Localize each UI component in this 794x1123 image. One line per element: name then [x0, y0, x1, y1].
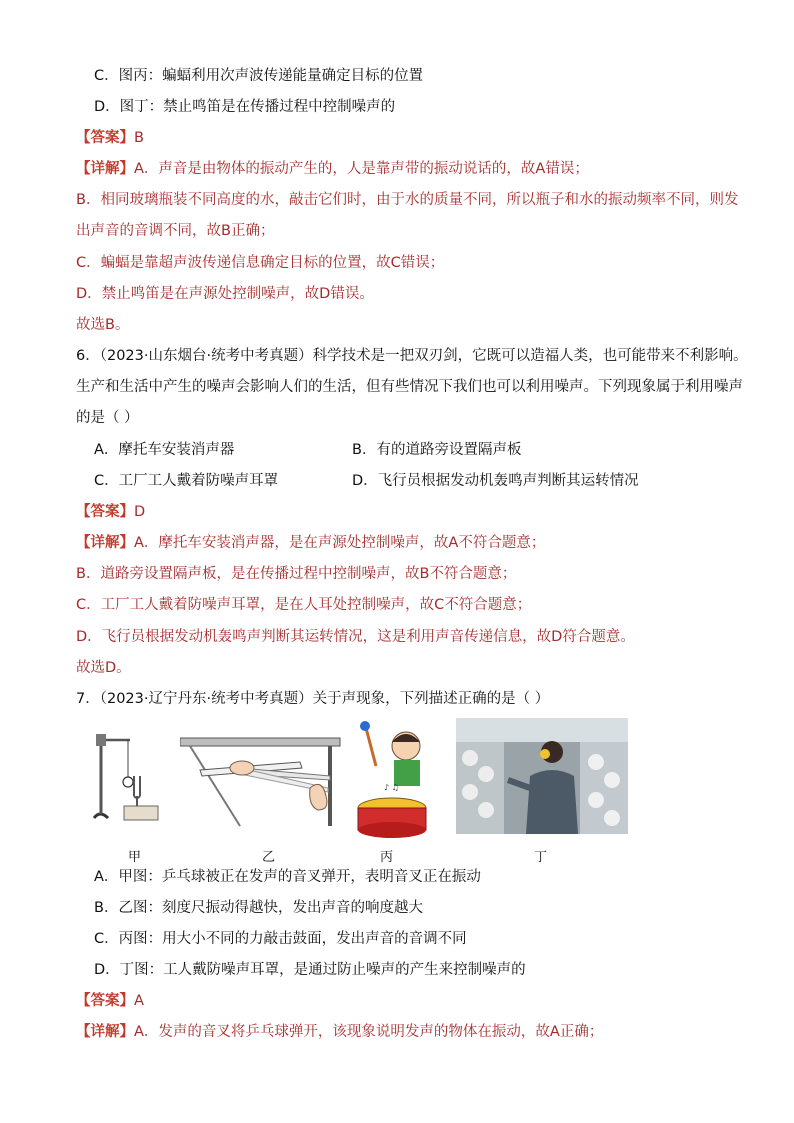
drum-figure: [354, 718, 449, 838]
caption-yi: 乙: [262, 850, 276, 865]
q7-answer: [76, 991, 144, 1011]
q6-answer: [76, 502, 145, 522]
answer-value: A: [134, 993, 144, 1009]
detail-text: A．摩托车安装消声器，是在声源处控制噪声，故A不符合题意；: [134, 535, 546, 551]
q5-detail-a: [76, 159, 589, 179]
q6-option-c: C．工厂工人戴着防噪声耳罩: [94, 473, 279, 489]
q5-detail-d: D．禁止鸣笛是在声源处控制噪声，故D错误。: [76, 286, 374, 302]
q5-conclusion: 故选B。: [76, 317, 130, 333]
caption-jia: 甲: [128, 850, 142, 865]
detail-tag: 【详解】: [76, 161, 134, 177]
q7-detail-a: [76, 1022, 603, 1042]
caption-ding: 丁: [534, 850, 548, 865]
q6-option-a: A．摩托车安装消声器: [94, 442, 235, 458]
q7-option-b: B．乙图：刻度尺振动得越快，发出声音的响度越大: [94, 900, 423, 916]
answer-tag: 【答案】: [76, 130, 134, 146]
factory-worker-figure: [456, 718, 628, 834]
q6-detail-b: B．道路旁设置隔声板，是在传播过程中控制噪声，故B不符合题意；: [76, 566, 517, 582]
q7-option-d: D．丁图：工人戴防噪声耳罩，是通过防止噪声的产生来控制噪声的: [94, 962, 526, 978]
detail-text: A．发声的音叉将乒乓球弹开，该现象说明发声的物体在振动，故A正确；: [134, 1024, 604, 1040]
q6-option-b: B．有的道路旁设置隔声板: [352, 442, 522, 458]
q7-figure-row: [84, 718, 629, 865]
q6-detail-a: [76, 533, 545, 553]
q6-stem-line1: 6．（2023·山东烟台·统考中考真题）科学技术是一把双刃剑，它既可以造福人类，也可能带来不利影响。: [76, 348, 748, 364]
detail-text: A．声音是由物体的振动产生的，人是靠声带的振动说话的，故A错误；: [134, 161, 589, 177]
q7-stem: 7．（2023·辽宁丹东·统考中考真题）关于声现象，下列描述正确的是（ ）: [76, 691, 550, 707]
q5-answer: [76, 128, 144, 148]
tuning-fork-figure: [84, 718, 164, 828]
q6-stem-line2: 生产和生活中产生的噪声会影响人们的生活，但有些情况下我们也可以利用噪声。下列现象属于利用噪声: [76, 379, 743, 395]
q5-detail-c: C．蝙蝠是靠超声波传递信息确定目标的位置，故C错误；: [76, 255, 445, 271]
q7-option-a: A．甲图：乒乓球被正在发声的音叉弹开，表明音叉正在振动: [94, 869, 481, 885]
q6-detail-d: D．飞行员根据发动机轰鸣声判断其运转情况，这是利用声音传递信息，故D符合题意。: [76, 629, 635, 645]
q5-detail-b-line1: B．相同玻璃瓶装不同高度的水，敲击它们时，由于水的质量不同，所以瓶子和水的振动频率不同，则发: [76, 192, 739, 208]
q6-option-d: D．飞行员根据发动机轰鸣声判断其运转情况: [352, 473, 639, 489]
q6-stem-line3: 的是（ ）: [76, 410, 139, 426]
detail-tag: 【详解】: [76, 1024, 134, 1040]
answer-value: B: [134, 130, 144, 146]
answer-value: D: [134, 504, 146, 520]
q6-conclusion: 故选D。: [76, 660, 131, 676]
answer-tag: 【答案】: [76, 504, 134, 520]
q7-option-c: C．丙图：用大小不同的力敲击鼓面，发出声音的音调不同: [94, 931, 467, 947]
detail-tag: 【详解】: [76, 535, 134, 551]
ruler-figure: [180, 718, 350, 828]
answer-tag: 【答案】: [76, 993, 134, 1009]
q5-option-d: D．图丁：禁止鸣笛是在传播过程中控制噪声的: [94, 99, 396, 115]
q5-detail-b-line2: 出声音的音调不同，故B正确；: [76, 223, 275, 239]
svg-text:♪ ♫: ♪ ♫: [384, 783, 399, 792]
q5-option-c: C．图丙：蝙蝠利用次声波传递能量确定目标的位置: [94, 68, 424, 84]
q6-detail-c: C．工厂工人戴着防噪声耳罩，是在人耳处控制噪声，故C不符合题意；: [76, 597, 532, 613]
caption-bing: 丙: [380, 850, 394, 865]
